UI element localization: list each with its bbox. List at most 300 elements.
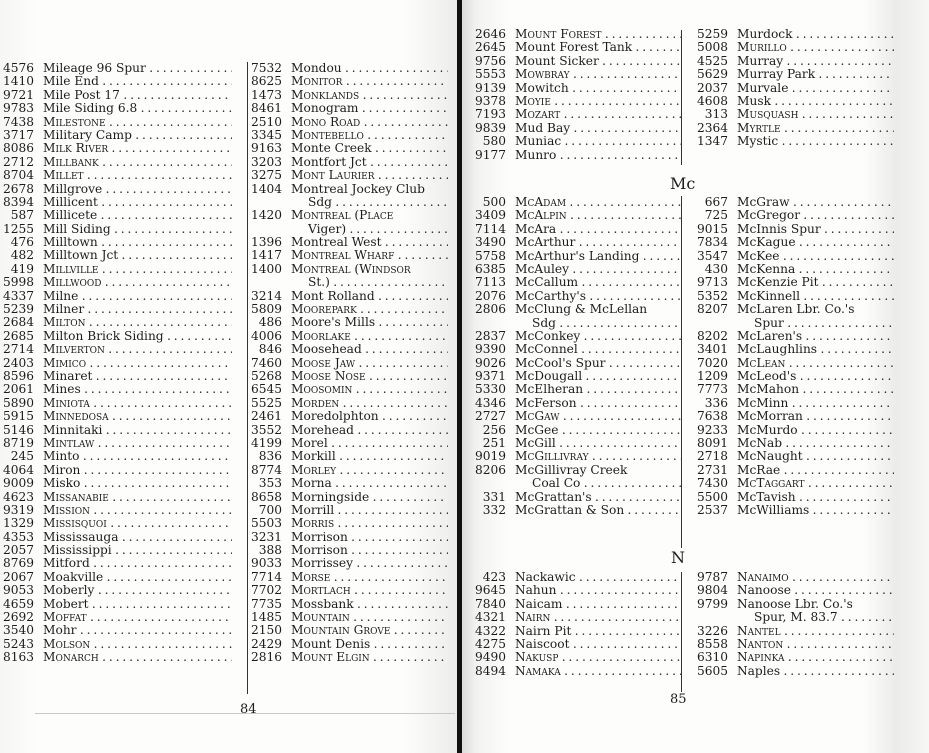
station-name: Milton Brick Siding . . . (43, 330, 232, 343)
station-name: Moore's Mills . . . (291, 316, 448, 329)
station-number: 1420 (250, 208, 282, 223)
station-number: 9713 (696, 275, 728, 290)
station-number: 5998 (2, 275, 34, 290)
list-item (0, 316, 232, 329)
list-item (694, 290, 894, 303)
station-name: McWilliams . . . (737, 504, 894, 517)
station-number: 4321 (474, 610, 506, 625)
station-number: 7193 (474, 107, 506, 122)
list-item (248, 464, 448, 477)
station-name: Myrtle . . . (737, 122, 894, 135)
list-item (0, 544, 232, 557)
station-number: 2718 (696, 449, 728, 464)
right-page (462, 0, 929, 753)
station-number: 1485 (250, 610, 282, 625)
list-item (472, 68, 682, 81)
station-name: Naiscoot . . . (515, 638, 682, 651)
station-name: Monitor . . . (291, 75, 448, 88)
station-number: 4525 (696, 53, 728, 68)
station-name: Mount Forest . . . (515, 28, 682, 41)
list-item (472, 209, 682, 222)
list-item (694, 236, 894, 249)
page-number-84: 84 (240, 702, 257, 717)
list-item (0, 571, 232, 584)
list-item (0, 209, 232, 222)
station-name: Napinka . . . (737, 651, 894, 664)
station-number: 9015 (696, 221, 728, 236)
list-item (0, 450, 232, 463)
station-number: 4275 (474, 636, 506, 651)
station-name: Morrill . . . (291, 504, 448, 517)
list-item (694, 82, 894, 95)
list-item (472, 263, 682, 276)
station-number: 2150 (250, 623, 282, 638)
list-item (248, 316, 448, 329)
station-name: McMinn . . . (737, 397, 894, 410)
list-item (694, 638, 894, 651)
station-number: 587 (10, 208, 34, 223)
list-item (694, 397, 894, 410)
station-name: Milestone . . . (43, 116, 232, 129)
station-name: McRae . . . (737, 464, 894, 477)
station-number: 8494 (474, 663, 506, 678)
station-number: 5239 (2, 302, 34, 317)
station-name: McAlpin . . . (515, 209, 682, 222)
station-number: 3214 (250, 288, 282, 303)
station-number: 8596 (2, 368, 34, 383)
station-name: Muniac . . . (515, 135, 682, 148)
list-item (0, 330, 232, 343)
station-name: Mountain Grove . . . (291, 624, 448, 637)
station-number: 5352 (696, 288, 728, 303)
list-item (694, 504, 894, 517)
station-number: 2076 (474, 288, 506, 303)
station-number: 2684 (2, 315, 34, 330)
station-name: Mortlach . . . (291, 584, 448, 597)
list-item (0, 638, 232, 651)
station-name: Morrissey . . . (291, 557, 448, 570)
list-item (472, 424, 682, 437)
station-name: Morris . . . (291, 517, 448, 530)
station-number: 2403 (2, 355, 34, 370)
station-number: 7020 (696, 355, 728, 370)
station-name: McKague . . . (737, 236, 894, 249)
list-item (694, 343, 894, 356)
station-name: Missanabie . . . (43, 491, 232, 504)
station-number: 9319 (2, 502, 34, 517)
station-number: 8091 (696, 436, 728, 451)
station-number: 9177 (474, 147, 506, 162)
station-name: McKinnell . . . (737, 290, 894, 303)
list-item (248, 424, 448, 437)
station-name: Mimico . . . (43, 357, 232, 370)
station-number: 5330 (474, 382, 506, 397)
station-name: Montreal Jockey Club (291, 182, 425, 196)
station-name: Musk . . . (737, 95, 894, 108)
list-item (472, 196, 682, 209)
station-name: Naples . . . (737, 665, 894, 678)
station-name: McLean . . . (737, 357, 894, 370)
station-number: 332 (482, 502, 506, 517)
station-name: Minaret . . . (43, 370, 232, 383)
station-number: 9787 (696, 570, 728, 584)
station-number: 486 (258, 315, 282, 330)
station-number: 3231 (250, 529, 282, 544)
list-item (0, 142, 232, 155)
station-number: 245 (10, 449, 34, 464)
left-column-2 (248, 62, 448, 665)
station-number: 6310 (696, 650, 728, 665)
station-name-continued: Coal Co . . . (532, 477, 682, 490)
list-item (472, 598, 682, 611)
station-name: McMahon . . . (737, 383, 894, 396)
station-number: 2510 (250, 114, 282, 129)
list-item (248, 544, 448, 557)
section-heading-mc: Mc (670, 174, 696, 193)
station-number: 7438 (2, 114, 34, 129)
station-name: McAuley . . . (515, 263, 682, 276)
station-name: Musquash . . . (737, 108, 894, 121)
left-column-1 (0, 62, 232, 665)
list-item-continuation (694, 317, 894, 330)
station-number: 2692 (2, 610, 34, 625)
station-number: 700 (258, 502, 282, 517)
column-divider (681, 30, 682, 165)
station-name-continued: Spur, M. 83.7 . . . (754, 611, 894, 624)
station-name: Mile Post 17 . . . (43, 89, 232, 102)
list-item (0, 491, 232, 504)
station-name: Mountain . . . (291, 611, 448, 624)
station-name: Molson . . . (43, 638, 232, 651)
station-name: Milner . . . (43, 303, 232, 316)
station-name: Mount Denis . . . (291, 638, 448, 651)
column-divider (681, 196, 682, 548)
station-number: 9378 (474, 93, 506, 108)
station-name: Mohr . . . (43, 624, 232, 637)
station-number: 4346 (474, 395, 506, 410)
list-item (472, 223, 682, 236)
station-number: 2712 (2, 154, 34, 169)
station-name: McAra . . . (515, 223, 682, 236)
list-item (472, 149, 682, 162)
station-name: Milne . . . (43, 290, 232, 303)
station-name: McMorran . . . (737, 410, 894, 423)
station-name: McDougall . . . (515, 370, 682, 383)
station-name: Morrison . . . (291, 531, 448, 544)
station-name: Mission . . . (43, 504, 232, 517)
station-number: 7834 (696, 235, 728, 250)
list-item (0, 303, 232, 316)
list-item (248, 303, 448, 316)
list-item-continuation (248, 196, 448, 209)
station-number: 6385 (474, 261, 506, 276)
station-number: 3552 (250, 422, 282, 437)
station-number: 419 (10, 261, 34, 276)
list-item-continuation (472, 477, 682, 490)
list-item (694, 330, 894, 343)
list-item (694, 357, 894, 370)
station-number: 5243 (2, 636, 34, 651)
list-item (472, 290, 682, 303)
station-number: 2714 (2, 342, 34, 357)
list-item (248, 75, 448, 88)
station-name: McFerson . . . (515, 397, 682, 410)
station-number: 5890 (2, 395, 34, 410)
station-number: 3275 (250, 168, 282, 183)
station-name: Montreal (Windsor (291, 262, 411, 276)
list-item (0, 276, 232, 289)
station-name: Mondou . . . (291, 62, 448, 75)
station-number: 7532 (250, 61, 282, 75)
station-name: Military Camp . . . (43, 129, 232, 142)
station-name: Mill Siding . . . (43, 223, 232, 236)
station-name: McNaught . . . (737, 450, 894, 463)
station-number: 7773 (696, 382, 728, 397)
station-name: McArthur . . . (515, 236, 682, 249)
list-item (0, 410, 232, 423)
station-name: Mud Bay . . . (515, 122, 682, 135)
station-number: 9390 (474, 342, 506, 357)
station-number: 8704 (2, 168, 34, 183)
station-name: Moorepark . . . (291, 303, 448, 316)
station-number: 8394 (2, 194, 34, 209)
station-number: 9026 (474, 355, 506, 370)
station-number: 2067 (2, 569, 34, 584)
station-name: Mossbank . . . (291, 598, 448, 611)
station-number: 430 (704, 261, 728, 276)
list-item (694, 135, 894, 148)
station-name: Murray . . . (737, 55, 894, 68)
station-name: McGill . . . (515, 437, 682, 450)
station-name: McConnel . . . (515, 343, 682, 356)
station-name: McCarthy's . . . (515, 290, 682, 303)
list-item (248, 557, 448, 570)
station-name: Moberly . . . (43, 584, 232, 597)
station-name: McGee . . . (515, 424, 682, 437)
list-item (0, 517, 232, 530)
station-number: 1410 (2, 74, 34, 89)
list-item-continuation (694, 611, 894, 624)
list-item (694, 598, 894, 611)
station-number: 8206 (474, 462, 506, 477)
station-name: Montreal (Place (291, 209, 394, 223)
list-item (248, 89, 448, 102)
station-number: 5525 (250, 395, 282, 410)
station-number: 8163 (2, 650, 34, 665)
station-name: McArthur's Landing . . . (515, 250, 682, 263)
station-name: Mile End . . . (43, 75, 232, 88)
list-item (0, 249, 232, 262)
list-item (248, 156, 448, 169)
list-item (0, 62, 232, 75)
station-number: 5146 (2, 422, 34, 437)
list-item (472, 638, 682, 651)
list-item (472, 250, 682, 263)
list-item (0, 624, 232, 637)
station-name: Mozart . . . (515, 108, 682, 121)
station-number: 8719 (2, 435, 34, 450)
list-item (472, 82, 682, 95)
station-number: 8558 (696, 636, 728, 651)
station-number: 4353 (2, 529, 34, 544)
station-number: 5553 (474, 67, 506, 82)
station-name: Moakville . . . (43, 571, 232, 584)
station-name: Miron . . . (43, 464, 232, 477)
station-number: 2646 (474, 27, 506, 41)
station-number: 846 (258, 342, 282, 357)
list-item (694, 665, 894, 678)
station-number: 3203 (250, 154, 282, 169)
station-name: Mont Rolland . . . (291, 290, 448, 303)
list-item (694, 370, 894, 383)
station-name: Montebello . . . (291, 129, 448, 142)
station-name-continued: Sdg . . . (308, 196, 448, 209)
station-name: Morrison . . . (291, 544, 448, 557)
list-item (472, 397, 682, 410)
list-item (0, 557, 232, 570)
station-name: McAdam . . . (515, 196, 682, 209)
list-item (248, 611, 448, 624)
station-name: Moyie . . . (515, 95, 682, 108)
station-number: 331 (482, 489, 506, 504)
list-item (0, 357, 232, 370)
station-number: 2645 (474, 40, 506, 55)
list-item (248, 142, 448, 155)
station-name: Mystic . . . (737, 135, 894, 148)
station-number: 8202 (696, 328, 728, 343)
station-number: 8774 (250, 462, 282, 477)
list-item (472, 236, 682, 249)
station-number: 5809 (250, 302, 282, 317)
station-name-continued: Viger) . . . (308, 223, 448, 236)
list-item (694, 625, 894, 638)
list-item (694, 491, 894, 504)
station-number: 5915 (2, 409, 34, 424)
station-number: 4322 (474, 623, 506, 638)
list-item (694, 437, 894, 450)
station-number: 4623 (2, 489, 34, 504)
list-item (472, 122, 682, 135)
station-number: 580 (482, 134, 506, 149)
station-name: Morley . . . (291, 464, 448, 477)
mc-column-2 (694, 196, 894, 517)
list-item (248, 370, 448, 383)
station-number: 1473 (250, 87, 282, 102)
m-column-1 (472, 28, 682, 162)
list-item (248, 116, 448, 129)
station-number: 9490 (474, 650, 506, 665)
station-name: Moorlake . . . (291, 330, 448, 343)
station-name: Moffat . . . (43, 611, 232, 624)
station-number: 7114 (474, 221, 506, 236)
station-name: Monogram . . . (291, 102, 448, 115)
column-divider (681, 572, 682, 692)
station-number: 251 (482, 436, 506, 451)
station-name: Nairn . . . (515, 611, 682, 624)
list-item (694, 584, 894, 597)
list-item (694, 55, 894, 68)
station-number: 3540 (2, 623, 34, 638)
station-name: Millet . . . (43, 169, 232, 182)
station-name: McGraw . . . (737, 196, 894, 209)
list-item (694, 95, 894, 108)
station-number: 2057 (2, 543, 34, 558)
station-name: Murray Park . . . (737, 68, 894, 81)
station-number: 4199 (250, 435, 282, 450)
list-item (694, 196, 894, 209)
station-name: McGaw . . . (515, 410, 682, 423)
station-number: 2678 (2, 181, 34, 196)
station-number: 1417 (250, 248, 282, 263)
station-number: 836 (258, 449, 282, 464)
list-item (248, 249, 448, 262)
list-item (694, 209, 894, 222)
station-name: Mount Elgin . . . (291, 651, 448, 664)
station-number: 1209 (696, 369, 728, 384)
station-name: Nanoose Lbr. Co.'s (737, 597, 853, 611)
list-item (472, 464, 682, 477)
station-name: McKenzie Pit . . . (737, 276, 894, 289)
list-item (0, 424, 232, 437)
station-number: 2429 (250, 636, 282, 651)
station-number: 5268 (250, 368, 282, 383)
list-item (248, 651, 448, 664)
station-name: Nairn Pit . . . (515, 625, 682, 638)
station-number: 3401 (696, 342, 728, 357)
list-item (0, 584, 232, 597)
station-number: 256 (482, 422, 506, 437)
station-name: Murvale . . . (737, 82, 894, 95)
list-item (472, 343, 682, 356)
station-name: Monarch . . . (43, 651, 232, 664)
list-item (0, 437, 232, 450)
station-number: 7735 (250, 596, 282, 611)
m-column-2 (694, 28, 894, 149)
list-item (472, 571, 682, 584)
station-name: Nanaimo . . . (737, 571, 894, 584)
station-number: 2537 (696, 502, 728, 517)
station-number: 7840 (474, 596, 506, 611)
station-name: Mines . . . (43, 383, 232, 396)
section-heading-n: N (671, 548, 685, 567)
station-name: Nakusp . . . (515, 651, 682, 664)
station-name: McGrattan's . . . (515, 491, 682, 504)
list-item (248, 343, 448, 356)
station-name: McConkey . . . (515, 330, 682, 343)
list-item (472, 504, 682, 517)
station-name: Montreal Wharf . . . (291, 249, 448, 262)
station-name: Moosehead . . . (291, 343, 448, 356)
station-name: Misko . . . (43, 477, 232, 490)
list-item (472, 370, 682, 383)
station-number: 5758 (474, 248, 506, 263)
station-name: Morehead . . . (291, 424, 448, 437)
list-item (472, 584, 682, 597)
station-name: Mitford . . . (43, 557, 232, 570)
station-name: McLeod's . . . (737, 370, 894, 383)
list-item (472, 95, 682, 108)
list-item (694, 28, 894, 41)
list-item (694, 477, 894, 490)
station-number: 3345 (250, 127, 282, 142)
n-column-1 (472, 571, 682, 678)
station-name: Mississippi . . . (43, 544, 232, 557)
list-item (0, 75, 232, 88)
station-number: 2461 (250, 409, 282, 424)
station-name: McGillivray . . . (515, 450, 682, 463)
list-item (248, 383, 448, 396)
station-name: Milverton . . . (43, 343, 232, 356)
